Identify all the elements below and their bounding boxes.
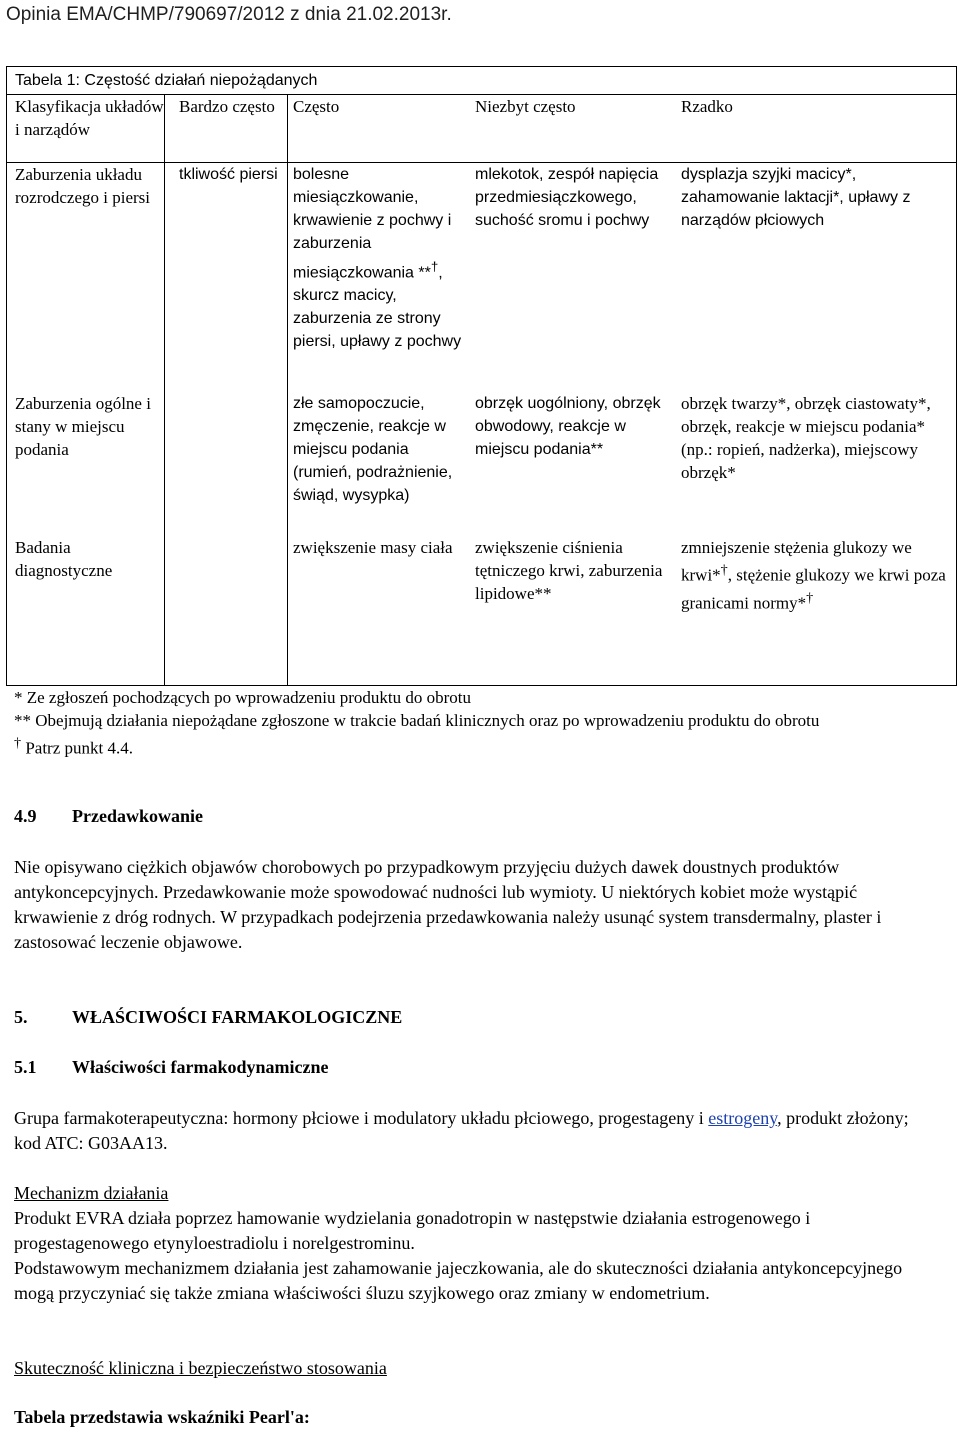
row-general-rare: obrzęk twarzy*, obrzęk ciastowaty*, obrzęk, reakcje w miejscu podania* (np.: ropień, nadżerka), miejscowy obrzęk* bbox=[681, 394, 931, 482]
row-reproductive-rare: dysplazja szyjki macicy*, zahamowanie laktacji*, upławy z narządów płciowych bbox=[681, 166, 911, 229]
footnote-clinical-trials: ** Obejmują działania niepożądane zgłoszone w trakcie badań klinicznych oraz po wprowadzeniu produktu do obrotu bbox=[14, 711, 820, 730]
row-general-organ: Zaburzenia ogólne i stany w miejscu podania bbox=[15, 394, 151, 459]
section-4-9-heading: 4.9 Przedawkowanie bbox=[14, 806, 203, 826]
row-reproductive-organ: Zaburzenia układu rozrodczego i piersi bbox=[15, 165, 150, 207]
row-reproductive-uncommon: mlekotok, zespół napięcia przedmiesiączkowego, suchość sromu i pochwy bbox=[475, 166, 659, 229]
pharmacotherapeutic-group: Grupa farmakoterapeutyczna: hormony płciowe i modulatory układu płciowego, progestageny i estrogeny, produkt złożony; kod ATC: G03AA13. bbox=[14, 1108, 909, 1153]
row-general-uncommon: obrzęk uogólniony, obrzęk obwodowy, reakcje w miejscu podania** bbox=[475, 395, 661, 458]
row-reproductive-common: bolesne miesiączkowanie, krwawienie z pochwy i zaburzenia miesiączkowania **†, skurcz macicy, zaburzenia ze strony piersi, upławy z pochwy bbox=[293, 166, 462, 351]
table-footnotes bbox=[14, 686, 934, 760]
row-investigations-uncommon: zwiększenie ciśnienia tętniczego krwi, zaburzenia lipidowe** bbox=[475, 538, 663, 603]
section-5-1-heading: 5.1 Właściwości farmakodynamiczne bbox=[14, 1057, 329, 1077]
footnote-see-section: † Patrz punkt 4.4. bbox=[14, 735, 133, 758]
efficacy-heading: Skuteczność kliniczna i bezpieczeństwo stosowania bbox=[14, 1358, 387, 1378]
mechanism-heading: Mechanizm działania bbox=[14, 1183, 169, 1203]
row-investigations-organ: Badania diagnostyczne bbox=[15, 538, 113, 580]
section-5-heading: 5. WŁAŚCIWOŚCI FARMAKOLOGICZNE bbox=[14, 1007, 403, 1027]
header-common: Często bbox=[293, 97, 340, 116]
mechanism-text-2: Podstawowym mechanizmem działania jest zahamowanie jajeczkowania, ale do skuteczności działania antykoncepcyjnego mogą przyczyniać się także zmiana właściwości śluzu szyjkowego oraz zmiany w endometrium. bbox=[14, 1258, 903, 1303]
header-rare: Rzadko bbox=[681, 97, 733, 116]
row-investigations-rare: zmniejszenie stężenia glukozy we krwi*†, stężenie glukozy we krwi poza granicami normy*† bbox=[681, 538, 946, 613]
mechanism-text-1: Produkt EVRA działa poprzez hamowanie wydzielania gonadotropin w następstwie działania estrogenowego i progestagenowego etynyloestradiolu i norelgestrominu. bbox=[14, 1208, 811, 1253]
header-organ-class: Klasyfikacja układów i narządów bbox=[15, 97, 164, 139]
footnote-postmarketing: * Ze zgłoszeń pochodzących po wprowadzeniu produktu do obrotu bbox=[14, 688, 471, 707]
row-reproductive-very-common: tkliwość piersi bbox=[179, 166, 278, 183]
section-4-9-text: Nie opisywano ciężkich objawów chorobowych po przypadkowym przyjęciu dużych dawek doustnych produktów antykoncepcyjnych. Przedawkowanie może spowodować nudności lub wymioty. U niektórych kobiet może wystąpić krwawienie z dróg rodnych. W przypadkach podejrzenia przedawkowania należy usunąć system transdermalny, plaster i zastosować leczenie objawowe. bbox=[14, 857, 882, 952]
document-header: Opinia EMA/CHMP/790697/2012 z dnia 21.02.2013r. bbox=[6, 4, 452, 25]
estrogeny-link[interactable]: estrogeny bbox=[708, 1108, 778, 1128]
header-uncommon: Niezbyt często bbox=[475, 97, 576, 116]
row-general-common: złe samopoczucie, zmęczenie, reakcje w miejscu podania (rumień, podrażnienie, świąd, wysypka) bbox=[293, 395, 453, 504]
adverse-reactions-table bbox=[6, 66, 957, 686]
header-very-common: Bardzo często bbox=[179, 97, 275, 116]
row-investigations-common: zwiększenie masy ciała bbox=[293, 538, 453, 557]
table-caption: Tabela 1: Częstość działań niepożądanych bbox=[15, 72, 318, 89]
pearl-index-heading: Tabela przedstawia wskaźniki Pearl'a: bbox=[14, 1407, 310, 1427]
